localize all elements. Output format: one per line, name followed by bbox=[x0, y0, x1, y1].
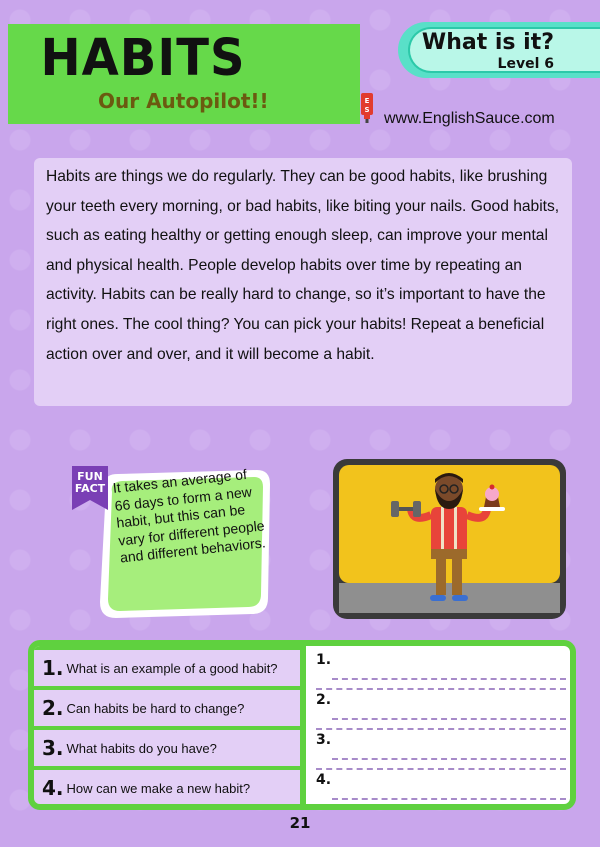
intro-text: Habits are things we do regularly. They can be good habits, like brushing your teeth every morning, or bad habits, like biting your nails. Good habits, such as eating healthy or getting enough sleep, can improve your mental and physical health. People develop habits over time by repeating an activity. Habits can be really hard to change, so it’s important to have the right ones. The cool thing? You can pick your habits! Repeat a beneficial action over and over, and it will become a habit. bbox=[46, 168, 560, 363]
answer-4-number: 4. bbox=[316, 772, 332, 788]
title-banner bbox=[8, 24, 360, 124]
answer-field-3[interactable] bbox=[312, 730, 570, 766]
question-2-text: Can habits be hard to change? bbox=[66, 700, 245, 716]
answer-4-line bbox=[332, 798, 566, 800]
questions-box bbox=[28, 640, 576, 810]
answer-3-line bbox=[332, 758, 566, 760]
question-2 bbox=[34, 690, 300, 726]
answer-field-2[interactable] bbox=[312, 690, 570, 726]
website-link[interactable]: www.EnglishSauce.com bbox=[384, 110, 555, 127]
fun-fact-badge bbox=[70, 464, 110, 512]
question-1-text: What is an example of a good habit? bbox=[66, 660, 278, 676]
question-4 bbox=[34, 770, 300, 806]
answer-field-4[interactable] bbox=[312, 770, 570, 806]
logo-letter-e: E bbox=[364, 97, 370, 105]
question-2-number: 2. bbox=[42, 696, 64, 720]
question-1 bbox=[34, 650, 300, 686]
question-3-number: 3. bbox=[42, 736, 64, 760]
logo-letter-s: S bbox=[364, 106, 370, 114]
sauce-bottle-logo-icon bbox=[360, 93, 374, 123]
question-4-text: How can we make a new habit? bbox=[66, 780, 251, 796]
page-title: HABITS bbox=[40, 28, 246, 88]
fun-fact-text: It takes an average of 66 days to form a new habit, but this can be vary for different people and different behaviors. bbox=[112, 465, 267, 566]
level-tag-level: Level 6 bbox=[497, 56, 554, 72]
question-3 bbox=[34, 730, 300, 766]
answer-1-number: 1. bbox=[316, 652, 332, 668]
badge-line-1: FUN bbox=[77, 470, 103, 483]
question-4-number: 4. bbox=[42, 776, 64, 800]
man-with-dumbbell-and-cupcake-illustration bbox=[333, 459, 566, 619]
level-tag bbox=[398, 22, 600, 78]
intro-panel bbox=[34, 158, 572, 406]
level-tag-question: What is it? bbox=[421, 30, 554, 55]
answer-3-number: 3. bbox=[316, 732, 332, 748]
answer-field-1[interactable] bbox=[312, 650, 570, 686]
page-subtitle: Our Autopilot!! bbox=[98, 89, 269, 113]
badge-line-2: FACT bbox=[74, 482, 106, 495]
answer-1-line bbox=[332, 678, 566, 680]
question-1-number: 1. bbox=[42, 656, 64, 680]
answer-2-number: 2. bbox=[316, 692, 332, 708]
page-number: 21 bbox=[289, 814, 311, 832]
answer-2-line bbox=[332, 718, 566, 720]
question-3-text: What habits do you have? bbox=[66, 740, 217, 756]
